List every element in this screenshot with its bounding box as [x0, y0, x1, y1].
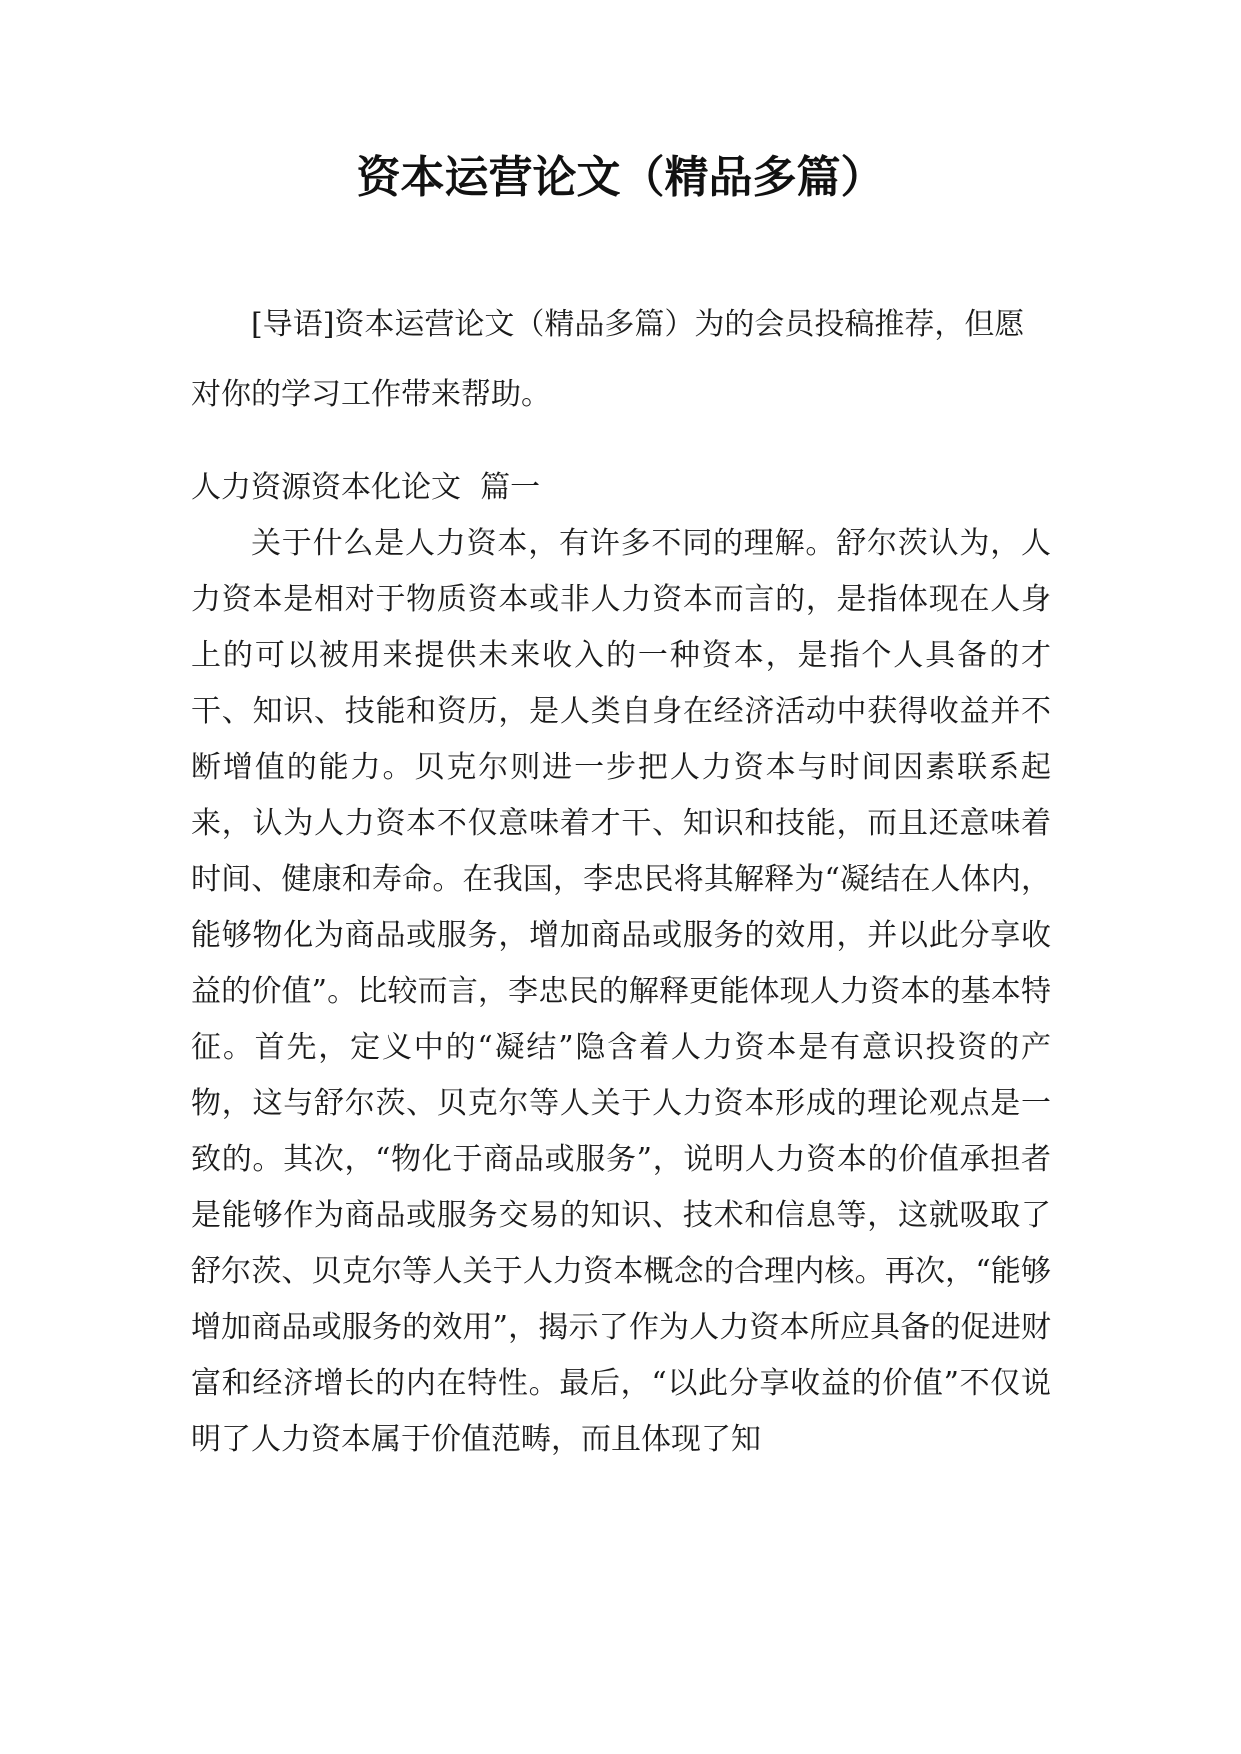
section-heading: 人力资源资本化论文 篇一 — [191, 470, 541, 505]
intro-paragraph: [导语]资本运营论文（精品多篇）为的会员投稿推荐，但愿对你的学习工作带来帮助。 — [191, 307, 1025, 412]
body-paragraph: 关于什么是人力资本，有许多不同的理解。舒尔茨认为，人力资本是相对于物质资本或非人力资本而言的，是指体现在人身上的可以被用来提供未来收入的一种资本，是指个人具备的才干、知识、技能和资历，是人类自身在经济活动中获得收益并不断增值的能力。贝克尔则进一步把人力资本与时间因素联系起来，认为人力资本不仅意味着才干、知识和技能，而且还意味着时间、健康和寿命。在我国，李忠民将其解释为“凝结在人体内，能够物化为商品或服务，增加商品或服务的效用，并以此分享收益的价值”。比较而言，李忠民的解释更能体现人力资本的基本特征。首先，定义中的“凝结”隐含着人力资本是有意识投资的产物，这与舒尔茨、贝克尔等人关于人力资本形成的理论观点是一致的。其次，“物化于商品或服务”，说明人力资本的价值承担者是能够作为商品或服务交易的知识、技术和信息等，这就吸取了舒尔茨、贝克尔等人关于人力资本概念的合理内核。再次，“能够增加商品或服务的效用”，揭示了作为人力资本所应具备的促进财富和经济增长的内在特性。最后，“以此分享收益的价值”不仅说明了人力资本属于价值范畴，而且体现了知 — [191, 526, 1051, 1457]
document-title: 资本运营论文（精品多篇） — [356, 152, 885, 203]
